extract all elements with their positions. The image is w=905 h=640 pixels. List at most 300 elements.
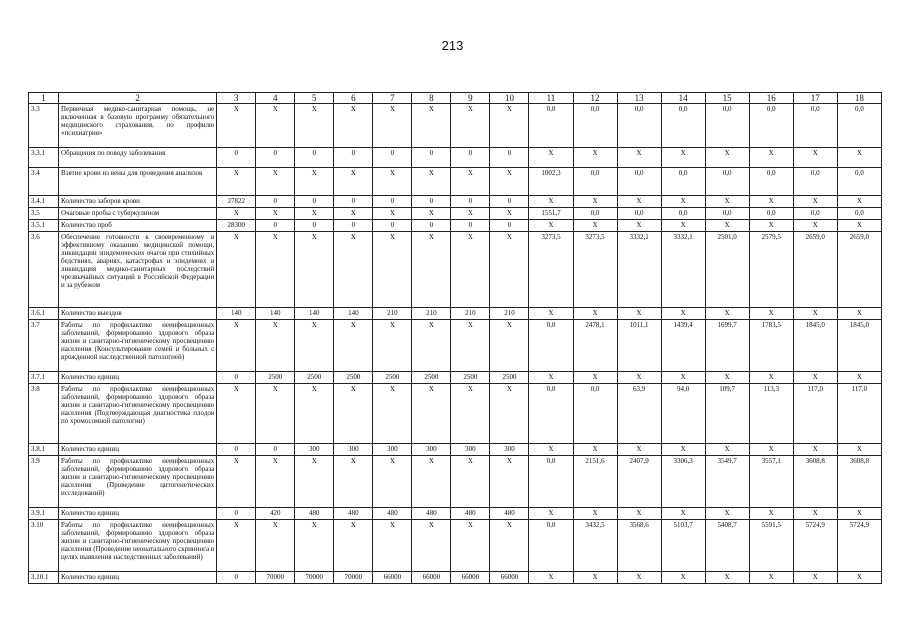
value-cell: X: [256, 320, 295, 372]
value-cell: X: [661, 508, 705, 520]
value-cell: 3608,8: [837, 456, 881, 508]
value-cell: X: [451, 456, 490, 508]
column-number-header: 13: [617, 93, 661, 104]
value-cell: X: [573, 508, 617, 520]
table-row: [29, 208, 882, 220]
value-cell: X: [217, 520, 256, 572]
value-cell: X: [490, 104, 529, 148]
value-cell: X: [256, 456, 295, 508]
budget-table: [28, 92, 882, 584]
row-name-cell: Количество единиц: [59, 372, 217, 384]
value-cell: X: [749, 372, 793, 384]
value-cell: 0,0: [573, 384, 617, 444]
value-cell: X: [573, 196, 617, 208]
row-number-cell: 3.5.1: [29, 220, 59, 232]
value-cell: X: [705, 220, 749, 232]
value-cell: X: [412, 232, 451, 308]
row-number-cell: 3.7: [29, 320, 59, 372]
value-cell: 0,0: [793, 208, 837, 220]
row-number-cell: 3.4: [29, 168, 59, 196]
value-cell: X: [373, 384, 412, 444]
value-cell: X: [412, 104, 451, 148]
value-cell: 1002,3: [529, 168, 573, 196]
value-cell: 0,0: [837, 208, 881, 220]
value-cell: 0,0: [529, 384, 573, 444]
value-cell: X: [217, 320, 256, 372]
value-cell: 2500: [295, 372, 334, 384]
row-number-cell: 3.3.1: [29, 148, 59, 168]
column-number-row: [29, 93, 882, 104]
table-row: [29, 384, 882, 444]
value-cell: X: [256, 232, 295, 308]
value-cell: 0: [412, 148, 451, 168]
value-cell: 0: [217, 508, 256, 520]
value-cell: X: [661, 572, 705, 584]
value-cell: X: [705, 308, 749, 320]
value-cell: 2500: [490, 372, 529, 384]
value-cell: 0: [334, 148, 373, 168]
row-number-cell: 3.10.1: [29, 572, 59, 584]
value-cell: 0,0: [573, 104, 617, 148]
value-cell: X: [529, 308, 573, 320]
value-cell: 0: [334, 196, 373, 208]
value-cell: 0: [256, 196, 295, 208]
value-cell: X: [705, 444, 749, 456]
value-cell: 0: [490, 148, 529, 168]
value-cell: 0,0: [617, 168, 661, 196]
value-cell: X: [256, 208, 295, 220]
value-cell: X: [490, 456, 529, 508]
value-cell: 0,0: [529, 520, 573, 572]
value-cell: X: [529, 372, 573, 384]
value-cell: 1845,0: [793, 320, 837, 372]
table-row: [29, 320, 882, 372]
table-row: [29, 572, 882, 584]
value-cell: X: [529, 572, 573, 584]
value-cell: 0: [373, 148, 412, 168]
value-cell: X: [793, 508, 837, 520]
value-cell: 300: [334, 444, 373, 456]
value-cell: X: [749, 148, 793, 168]
value-cell: 0: [490, 196, 529, 208]
value-cell: 0,0: [749, 104, 793, 148]
value-cell: 1011,1: [617, 320, 661, 372]
column-number-header: 18: [837, 93, 881, 104]
value-cell: X: [749, 444, 793, 456]
value-cell: X: [334, 208, 373, 220]
value-cell: X: [661, 308, 705, 320]
row-name-cell: Количество заборов крови: [59, 196, 217, 208]
value-cell: 117,0: [837, 384, 881, 444]
value-cell: 0,0: [573, 208, 617, 220]
value-cell: X: [705, 372, 749, 384]
row-number-cell: 3.6.1: [29, 308, 59, 320]
table-body: [29, 104, 882, 584]
value-cell: X: [749, 308, 793, 320]
value-cell: X: [217, 232, 256, 308]
value-cell: 140: [256, 308, 295, 320]
column-number-header: 1: [29, 93, 59, 104]
value-cell: 0: [451, 196, 490, 208]
value-cell: X: [295, 232, 334, 308]
table-row: [29, 308, 882, 320]
value-cell: 28300: [217, 220, 256, 232]
value-cell: X: [837, 308, 881, 320]
value-cell: 0,0: [705, 208, 749, 220]
value-cell: X: [661, 444, 705, 456]
value-cell: X: [373, 208, 412, 220]
column-number-header: 7: [373, 93, 412, 104]
value-cell: 3273,5: [529, 232, 573, 308]
value-cell: X: [451, 320, 490, 372]
value-cell: 0: [373, 220, 412, 232]
value-cell: 117,0: [793, 384, 837, 444]
value-cell: X: [256, 168, 295, 196]
value-cell: X: [793, 196, 837, 208]
value-cell: 0,0: [617, 104, 661, 148]
value-cell: 210: [373, 308, 412, 320]
row-number-cell: 3.9: [29, 456, 59, 508]
value-cell: 0: [217, 372, 256, 384]
value-cell: 5408,7: [705, 520, 749, 572]
value-cell: X: [573, 572, 617, 584]
value-cell: X: [573, 308, 617, 320]
value-cell: 2659,0: [837, 232, 881, 308]
value-cell: 0,0: [837, 104, 881, 148]
value-cell: 2500: [451, 372, 490, 384]
row-name-cell: Взятие крови из вены для проведения анализов: [59, 168, 217, 196]
value-cell: X: [373, 104, 412, 148]
value-cell: 300: [373, 444, 412, 456]
value-cell: 2151,6: [573, 456, 617, 508]
row-name-cell: Обеспечение готовности к своевременному и эффективному оказанию медицинской помощи, ликвидации эпидемических очагов при стихийных бедствиях, авариях, катастрофах и эпидемиях и ликвидация медико-санитарных последствий чрезвычайных ситуаций в Российской Федерации и за рубежом: [59, 232, 217, 308]
value-cell: X: [705, 508, 749, 520]
value-cell: 0: [412, 220, 451, 232]
value-cell: 0,0: [793, 168, 837, 196]
value-cell: X: [412, 208, 451, 220]
value-cell: 210: [412, 308, 451, 320]
row-number-cell: 3.6: [29, 232, 59, 308]
value-cell: 480: [412, 508, 451, 520]
value-cell: 3306,3: [661, 456, 705, 508]
value-cell: X: [217, 456, 256, 508]
value-cell: X: [490, 384, 529, 444]
row-number-cell: 3.10: [29, 520, 59, 572]
value-cell: 70000: [334, 572, 373, 584]
row-name-cell: Очаговые пробы с туберкулином: [59, 208, 217, 220]
value-cell: 113,3: [749, 384, 793, 444]
value-cell: X: [837, 572, 881, 584]
value-cell: X: [256, 384, 295, 444]
value-cell: 1551,7: [529, 208, 573, 220]
value-cell: 0,0: [705, 168, 749, 196]
value-cell: X: [412, 168, 451, 196]
value-cell: X: [617, 220, 661, 232]
value-cell: X: [749, 508, 793, 520]
value-cell: 0: [217, 572, 256, 584]
value-cell: 1439,4: [661, 320, 705, 372]
value-cell: X: [661, 196, 705, 208]
value-cell: X: [295, 104, 334, 148]
value-cell: 2579,5: [749, 232, 793, 308]
value-cell: 1783,5: [749, 320, 793, 372]
value-cell: 420: [256, 508, 295, 520]
table-row: [29, 232, 882, 308]
value-cell: X: [373, 520, 412, 572]
value-cell: 210: [490, 308, 529, 320]
column-number-header: 12: [573, 93, 617, 104]
value-cell: X: [617, 508, 661, 520]
column-number-header: 15: [705, 93, 749, 104]
value-cell: X: [661, 220, 705, 232]
row-number-cell: 3.5: [29, 208, 59, 220]
value-cell: X: [256, 520, 295, 572]
value-cell: 0,0: [705, 104, 749, 148]
value-cell: X: [837, 444, 881, 456]
value-cell: 3432,5: [573, 520, 617, 572]
value-cell: 0,0: [529, 320, 573, 372]
column-number-header: 2: [59, 93, 217, 104]
value-cell: 0,0: [749, 208, 793, 220]
value-cell: X: [617, 444, 661, 456]
row-name-cell: Обращения по поводу заболевания: [59, 148, 217, 168]
value-cell: X: [334, 320, 373, 372]
value-cell: 480: [373, 508, 412, 520]
value-cell: X: [661, 148, 705, 168]
value-cell: X: [295, 208, 334, 220]
value-cell: X: [793, 572, 837, 584]
value-cell: 2500: [334, 372, 373, 384]
value-cell: 140: [217, 308, 256, 320]
value-cell: 3608,8: [793, 456, 837, 508]
value-cell: X: [749, 572, 793, 584]
value-cell: X: [373, 168, 412, 196]
value-cell: X: [793, 148, 837, 168]
value-cell: 63,9: [617, 384, 661, 444]
value-cell: 0: [256, 444, 295, 456]
value-cell: 300: [412, 444, 451, 456]
value-cell: 3568,6: [617, 520, 661, 572]
column-number-header: 4: [256, 93, 295, 104]
value-cell: X: [334, 104, 373, 148]
value-cell: 2407,9: [617, 456, 661, 508]
value-cell: X: [705, 196, 749, 208]
value-cell: X: [373, 456, 412, 508]
value-cell: X: [573, 148, 617, 168]
value-cell: X: [617, 148, 661, 168]
table-row: [29, 508, 882, 520]
value-cell: X: [412, 320, 451, 372]
row-name-cell: Количество единиц: [59, 508, 217, 520]
value-cell: 480: [490, 508, 529, 520]
value-cell: 0,0: [837, 168, 881, 196]
value-cell: 1699,7: [705, 320, 749, 372]
value-cell: 2500: [412, 372, 451, 384]
column-number-header: 10: [490, 93, 529, 104]
value-cell: X: [705, 572, 749, 584]
value-cell: X: [749, 196, 793, 208]
table-row: [29, 104, 882, 148]
value-cell: 66000: [451, 572, 490, 584]
value-cell: X: [217, 208, 256, 220]
value-cell: 0: [295, 220, 334, 232]
value-cell: 3332,1: [661, 232, 705, 308]
value-cell: X: [529, 508, 573, 520]
value-cell: X: [451, 384, 490, 444]
value-cell: 0: [217, 444, 256, 456]
value-cell: X: [373, 232, 412, 308]
value-cell: X: [617, 372, 661, 384]
value-cell: 0: [412, 196, 451, 208]
value-cell: 0,0: [661, 104, 705, 148]
value-cell: 109,7: [705, 384, 749, 444]
table-row: [29, 148, 882, 168]
value-cell: 5724,9: [793, 520, 837, 572]
value-cell: X: [256, 104, 295, 148]
value-cell: 5591,5: [749, 520, 793, 572]
value-cell: 0,0: [617, 208, 661, 220]
value-cell: 70000: [295, 572, 334, 584]
column-number-header: 14: [661, 93, 705, 104]
row-name-cell: Первичная медико-санитарная помощь, не включенная в базовую программу обязательного медицинского страхования, по профилю «психиатрия»: [59, 104, 217, 148]
value-cell: X: [451, 208, 490, 220]
value-cell: X: [451, 104, 490, 148]
value-cell: 0,0: [749, 168, 793, 196]
value-cell: X: [451, 168, 490, 196]
value-cell: 0,0: [661, 208, 705, 220]
value-cell: 0: [334, 220, 373, 232]
value-cell: X: [334, 520, 373, 572]
value-cell: 300: [295, 444, 334, 456]
table-row: [29, 444, 882, 456]
value-cell: 3332,1: [617, 232, 661, 308]
value-cell: X: [573, 444, 617, 456]
value-cell: 0,0: [573, 168, 617, 196]
row-number-cell: 3.4.1: [29, 196, 59, 208]
value-cell: 0: [217, 148, 256, 168]
table-row: [29, 372, 882, 384]
value-cell: X: [617, 572, 661, 584]
value-cell: 140: [334, 308, 373, 320]
column-number-header: 17: [793, 93, 837, 104]
row-number-cell: 3.8.1: [29, 444, 59, 456]
value-cell: X: [217, 104, 256, 148]
value-cell: 2501,0: [705, 232, 749, 308]
value-cell: 27822: [217, 196, 256, 208]
value-cell: X: [295, 320, 334, 372]
value-cell: 2659,0: [793, 232, 837, 308]
table-row: [29, 168, 882, 196]
table-row: [29, 520, 882, 572]
table-row: [29, 456, 882, 508]
value-cell: 0: [373, 196, 412, 208]
value-cell: X: [529, 148, 573, 168]
value-cell: 0,0: [661, 168, 705, 196]
value-cell: X: [793, 444, 837, 456]
column-number-header: 3: [217, 93, 256, 104]
column-number-header: 6: [334, 93, 373, 104]
value-cell: 0: [295, 148, 334, 168]
value-cell: X: [490, 208, 529, 220]
value-cell: X: [661, 372, 705, 384]
value-cell: 480: [334, 508, 373, 520]
value-cell: X: [837, 220, 881, 232]
value-cell: X: [217, 384, 256, 444]
value-cell: X: [837, 148, 881, 168]
table-row: [29, 220, 882, 232]
value-cell: 0: [295, 196, 334, 208]
value-cell: X: [529, 196, 573, 208]
row-name-cell: Работы по профилактике неинфекционных заболеваний, формированию здорового образа жизни и санитарно-гигиеническому просвещению населения (Проведение цитогенетических исследований): [59, 456, 217, 508]
value-cell: 480: [451, 508, 490, 520]
value-cell: X: [837, 508, 881, 520]
page-number: 213: [441, 38, 464, 53]
value-cell: X: [295, 384, 334, 444]
value-cell: X: [793, 308, 837, 320]
value-cell: X: [749, 220, 793, 232]
value-cell: 0: [256, 148, 295, 168]
value-cell: 0: [256, 220, 295, 232]
value-cell: X: [334, 232, 373, 308]
row-name-cell: Количество единиц: [59, 572, 217, 584]
value-cell: X: [490, 232, 529, 308]
value-cell: X: [451, 520, 490, 572]
value-cell: 66000: [373, 572, 412, 584]
value-cell: X: [217, 168, 256, 196]
value-cell: X: [529, 220, 573, 232]
value-cell: 0: [451, 220, 490, 232]
value-cell: 300: [451, 444, 490, 456]
row-name-cell: Количество выездов: [59, 308, 217, 320]
value-cell: X: [334, 168, 373, 196]
value-cell: X: [334, 384, 373, 444]
value-cell: 2500: [373, 372, 412, 384]
row-name-cell: Количество единиц: [59, 444, 217, 456]
value-cell: X: [793, 220, 837, 232]
row-number-cell: 3.9.1: [29, 508, 59, 520]
row-number-cell: 3.7.1: [29, 372, 59, 384]
value-cell: X: [412, 520, 451, 572]
value-cell: 300: [490, 444, 529, 456]
column-number-header: 9: [451, 93, 490, 104]
value-cell: 210: [451, 308, 490, 320]
value-cell: 66000: [412, 572, 451, 584]
value-cell: X: [412, 384, 451, 444]
value-cell: X: [490, 168, 529, 196]
value-cell: 2500: [256, 372, 295, 384]
value-cell: X: [334, 456, 373, 508]
column-number-header: 16: [749, 93, 793, 104]
value-cell: 0,0: [529, 104, 573, 148]
row-name-cell: Работы по профилактике неинфекционных заболеваний, формированию здорового образа жизни и санитарно-гигиеническому просвещению населения (Проведение неонатального скрининга в целях выявления наследственных заболеваний): [59, 520, 217, 572]
value-cell: 70000: [256, 572, 295, 584]
value-cell: X: [490, 320, 529, 372]
column-number-header: 5: [295, 93, 334, 104]
value-cell: 2478,1: [573, 320, 617, 372]
column-number-header: 11: [529, 93, 573, 104]
row-name-cell: Работы по профилактике неинфекционных заболеваний, формированию здорового образа жизни и санитарно-гигиеническому просвещению населения (Консультирование семей и больных с врожденной наследственной патологией): [59, 320, 217, 372]
value-cell: 480: [295, 508, 334, 520]
value-cell: X: [837, 196, 881, 208]
value-cell: 3557,1: [749, 456, 793, 508]
value-cell: 0: [451, 148, 490, 168]
value-cell: X: [573, 372, 617, 384]
value-cell: 1845,0: [837, 320, 881, 372]
value-cell: X: [529, 444, 573, 456]
value-cell: 66000: [490, 572, 529, 584]
value-cell: 140: [295, 308, 334, 320]
value-cell: X: [837, 372, 881, 384]
